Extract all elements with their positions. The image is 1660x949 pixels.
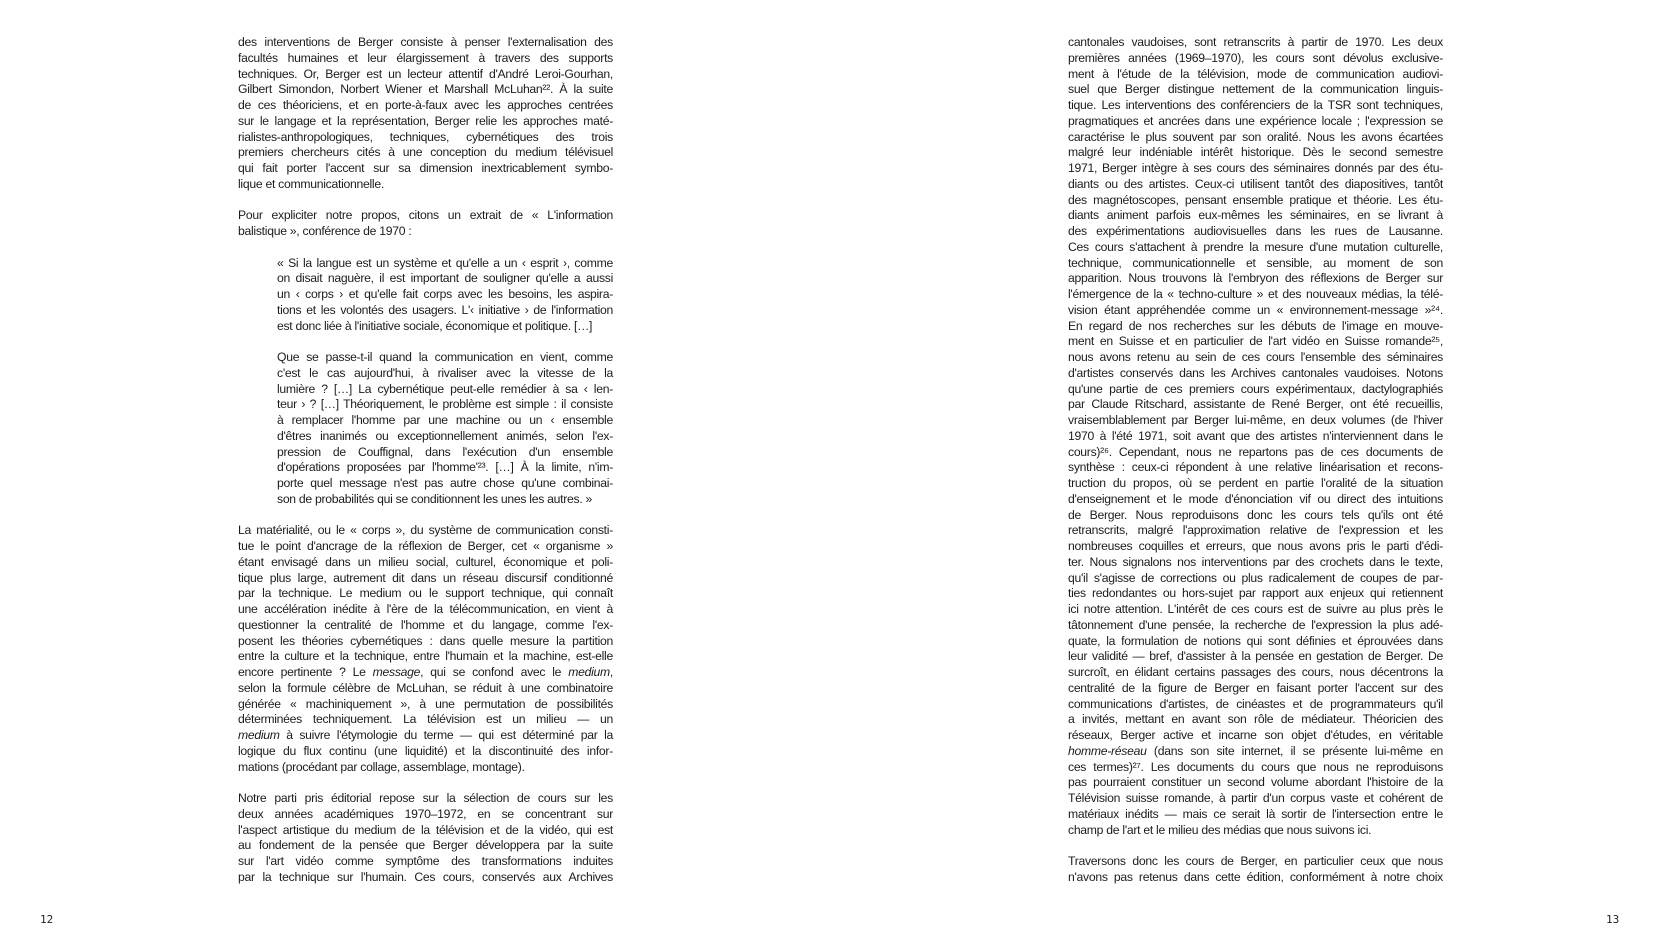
page-number-left: 12 [40,913,54,926]
text-line: tâtonnement d'une pensée, la recherche de l'expression la plus adé- [1068,617,1443,632]
text-line: premières années (1969–1970), les cours sont dévolus exclusive- [1068,50,1443,65]
text-line: posent les théories cybernétiques : dans quelle mesure la partition [238,633,613,648]
text-line: n'avons pas retenus dans cette édition, conformément à notre choix [1068,869,1443,884]
text-line: un ‹ corps › et qu'elle fait corps avec les besoins, les aspira- [277,287,613,301]
text-line [1068,744,1443,760]
text-line: ces termes)²⁷. Les documents du cours que nous ne reproduisons [1068,759,1443,774]
text-line: Gilbert Simondon, Norbert Wiener et Marshall McLuhan²². À la suite [238,82,613,97]
text-line: retranscrits, malgré l'approximation relative de l'expression et les [1068,523,1443,538]
text-line: matériaux inédits — mais ce serait là sortir de l'intersection entre le [1068,806,1443,821]
text-line: sur l'art vidéo comme symptôme des transformations induites [238,854,613,868]
text-line: premiers chercheurs cités à une conception du medium télévisuel [238,145,613,160]
text-line: pas pourraient constituer un second volume abordant l'histoire de la [1068,775,1443,790]
text-line: on disait naguère, il est important de souligner qu'elle a aussi [277,271,613,286]
text-line: deux années académiques 1970–1972, en se concentrant sur [238,806,613,821]
paragraph [1068,854,1443,886]
text-line: techniques. Or, Berger est un lecteur attentif d'André Leroi-Gourhan, [238,66,613,81]
text-line [238,665,613,681]
italic-term: medium [238,728,280,742]
page-number-right: 13 [1606,913,1620,926]
text-line: 1970 à l'été 1971, soit avant que des artistes n'interviennent dans le [1068,428,1443,443]
text-line: diants animent parfois eux-mêmes les séminaires, en se livrant à [1068,208,1443,223]
paragraph [238,791,613,886]
right-page-text-column [1068,35,1443,901]
text-segment: (dans son site internet, il se présente lui-même en [1146,743,1443,758]
text-line: ment à l'étude de la télévision, mode de communication audiovi- [1068,66,1443,81]
text-line: l'émergence de la « techno-culture » et des nouveaux médias, la télé- [1068,287,1443,301]
text-line: Traversons donc les cours de Berger, en particulier ceux que nous [1068,854,1443,868]
text-line: surcroît, en élidant certains passages des cours, nous décentrons la [1068,665,1443,679]
text-line: leur validité — bref, d'assister à la pensée en gestation de Berger. De [1068,649,1443,664]
text-line: apparition. Nous trouvons là l'embryon des réflexions de Berger sur [1068,271,1443,286]
text-line: selon la formule célèbre de McLuhan, se réduit à une combinatoire [238,680,613,695]
text-line: tique plus large, autrement dit dans un réseau discursif conditionné [238,570,613,585]
text-line: d'enseignement et le mode d'énonciation vif ou direct des intuitions [1068,491,1443,506]
text-line: l'aspect artistique du medium de la télévision et de la vidéo, qui est [238,822,613,837]
text-line: qui fait porter l'accent sur sa dimension inextricablement symbo- [238,161,613,175]
text-line: Que se passe-t-il quand la communication en vient, comme [277,350,613,364]
italic-term: medium [568,665,610,679]
text-line: caractérise le plus souvent par son oralité. Nous les avons écartées [1068,129,1443,144]
text-line: par la technique sur l'humain. Ces cours, conservés aux Archives [238,869,613,884]
paragraph [238,523,613,775]
text-line: La matérialité, ou le « corps », du système de communication consti- [238,523,613,538]
text-line: à remplacer l'homme par une machine ou un ‹ ensemble [277,413,613,427]
text-segment: , qui se confond avec le [420,665,569,679]
text-line: au fondement de la pensée que Berger développera par la suite [238,838,613,853]
text-line: qu'il s'agisse de corrections ou plus radicalement de coupes de par- [1068,570,1443,585]
text-line: est donc liée à l'initiative sociale, économique et politique. […] [277,318,593,333]
text-line: étant envisagé dans un milieu social, culturel, économique et poli- [238,554,613,569]
text-line: Ces cours s'attachent à prendre la mesure d'une mutation culturelle, [1068,239,1443,254]
text-segment: , [609,665,613,679]
text-line: Télévision suisse romande, à partir d'un corpus vaste et cohérent de [1068,791,1443,805]
text-line: ment en Suisse et en particulier de l'art vidéo en Suisse romande²⁵, [1068,334,1443,349]
text-line: ter. Nous signalons nos interventions par des crochets dans le texte, [1068,554,1443,569]
text-line: quate, la formulation de notions qui sont définies et éprouvées dans [1068,633,1443,648]
text-line: de ces théoriciens, et en porte-à-faux avec les approches centrées [238,98,613,112]
text-line: vision étant appréhendée comme un « environnement-message »²⁴. [1068,302,1443,317]
text-line: des expérimentations audiovisuelles dans les rues de Lausanne. [1068,224,1443,238]
block-quote [277,256,613,335]
italic-term: homme-réseau [1068,743,1147,758]
text-line: déterminées techniquement. La télévision est un milieu — un [238,712,613,727]
text-line: logique du flux continu (une liquidité) et la discontinuité des infor- [238,743,613,758]
text-line: par Claude Ritschard, assistante de René Berger, ont été recueillis, [1068,397,1443,412]
text-line: suel que Berger distingue nettement de la communication linguis- [1068,82,1443,97]
text-line: tions et les volontés des usagers. L'‹ initiative › de l'information [277,302,613,317]
text-line: truction du propos, où se perdent en partie l'oralité de la situation [1068,476,1443,490]
text-line [238,728,613,744]
text-line: Notre parti pris éditorial repose sur la sélection de cours sur les [238,791,613,805]
text-line: tue le point d'ancrage de la réflexion de Berger, cet « organisme » [238,539,613,553]
paragraph [238,35,613,193]
text-line: lique et communicationnelle. [238,176,384,191]
text-line: a invités, mettant en avant son rôle de médiateur. Théoricien des [1068,712,1443,727]
text-line: centralité de la figure de Berger en faisant porter l'accent sur des [1068,680,1443,695]
block-quote [277,350,613,508]
text-line: teur › ? […] Théoriquement, le problème est simple : il consiste [277,397,613,412]
text-line: balistique », conférence de 1970 : [238,224,412,238]
text-line: ici notre attention. L'intérêt de ces cours est de suivre au plus près le [1068,602,1443,616]
text-line: c'est le cas aujourd'hui, à rivaliser avec la vitesse de la [277,365,613,380]
text-line: malgré leur indéniable intérêt historique. Dès le second semestre [1068,145,1443,160]
text-line: communications d'artistes, de cinéastes et de programmateurs qu'il [1068,696,1443,711]
text-line: En regard de nos recherches sur les débuts de l'image en mouve- [1068,318,1443,333]
text-line: une accélération inédite à l'ère de la télécommunication, en vient à [238,602,613,616]
text-line: mations (procédant par collage, assemblage, montage). [238,759,525,774]
text-line: pression de Couffignal, dans l'exécution d'un ensemble [277,444,613,459]
text-line: qu'une partie de ces premiers cours expérimentaux, dactylographiés [1068,381,1443,396]
text-line: de Berger. Nous reproduisons donc les cours tels qu'ils ont été [1068,507,1443,522]
text-segment: encore pertinente ? Le [238,665,373,679]
text-line: tique. Les interventions des conférenciers de la TSR sont techniques, [1068,98,1443,112]
text-line: champ de l'art et le milieu des médias que nous suivons ici. [1068,822,1372,837]
paragraph [1068,35,1443,838]
text-line: questionner la centralité de l'homme et du langage, comme l'ex- [238,617,613,632]
text-line: des interventions de Berger consiste à penser l'externalisation des [238,35,613,49]
text-segment: à suivre l'étymologie du terme — qui est déterminé par la [279,728,613,742]
text-line: des magnétoscopes, pensant ensemble pratique et théorie. Les étu- [1068,192,1443,207]
text-line: cours)²⁶. Cependant, nous ne repartons pas de ces documents de [1068,444,1443,459]
text-line: technique, communicationnelle et sensible, au moment de son [1068,255,1443,270]
text-line: pragmatiques et ancrées dans une expérience locale ; l'expression se [1068,113,1443,128]
text-line: vraisemblablement par Berger lui-même, en deux volumes (de l'hiver [1068,413,1443,427]
text-line: rialistes-anthropologiques, techniques, cybernétiques des trois [238,129,613,144]
text-line: synthèse : ceux-ci répondent à une relative linéarisation et recons- [1068,460,1443,475]
text-line: ties redondantes ou hors-sujet par rapport aux enjeux qui retiennent [1068,586,1443,601]
text-line: nombreuses coquilles et erreurs, que nous avons pris le parti d'édi- [1068,539,1443,553]
text-line: nous avons retenu au sein de ces cours l'ensemble des séminaires [1068,350,1443,364]
text-line: sur le langage et la représentation, Berger relie les approches maté- [238,113,613,128]
text-line: d'êtres inanimés ou exceptionnellement animés, selon l'ex- [277,428,613,443]
text-line: diants ou des artistes. Ceux-ci utilisent tantôt des diapositives, tantôt [1068,176,1443,191]
text-line: entre la culture et la technique, entre l'humain et la machine, est-elle [238,649,613,664]
text-line: réseaux, Berger active et incarne son objet d'études, en véritable [1068,728,1443,742]
text-line: par la technique. Le medium ou le support technique, qui connaît [238,586,613,601]
text-line: d'artistes conservés dans les Archives cantonales vaudoises. Notons [1068,365,1443,380]
text-line: générée « machiniquement », à une permutation de possibilités [238,696,613,711]
text-line: cantonales vaudoises, sont retranscrits à partir de 1970. Les deux [1068,35,1443,49]
left-page-text-column [238,35,613,901]
text-line: « Si la langue est un système et qu'elle a un ‹ esprit ›, comme [277,255,613,270]
text-line: Pour expliciter notre propos, citons un extrait de « L'information [238,208,613,223]
text-line: d'opérations proposées par l'homme'²³. […] À la limite, n'im- [277,460,613,475]
text-line: porte quel message n'est pas autre chose qu'une combinai- [277,476,613,490]
text-line: 1971, Berger intègre à ses cours des séminaires donnés par des étu- [1068,161,1443,175]
text-line: son de probabilités qui se conditionnent les unes les autres. » [277,491,593,506]
text-line: facultés humaines et leur élargissement à travers des supports [238,50,613,65]
italic-term: message [372,665,421,679]
paragraph [238,208,613,240]
text-line: lumière ? […] La cybernétique peut-elle remédier à sa ‹ len- [277,381,613,396]
